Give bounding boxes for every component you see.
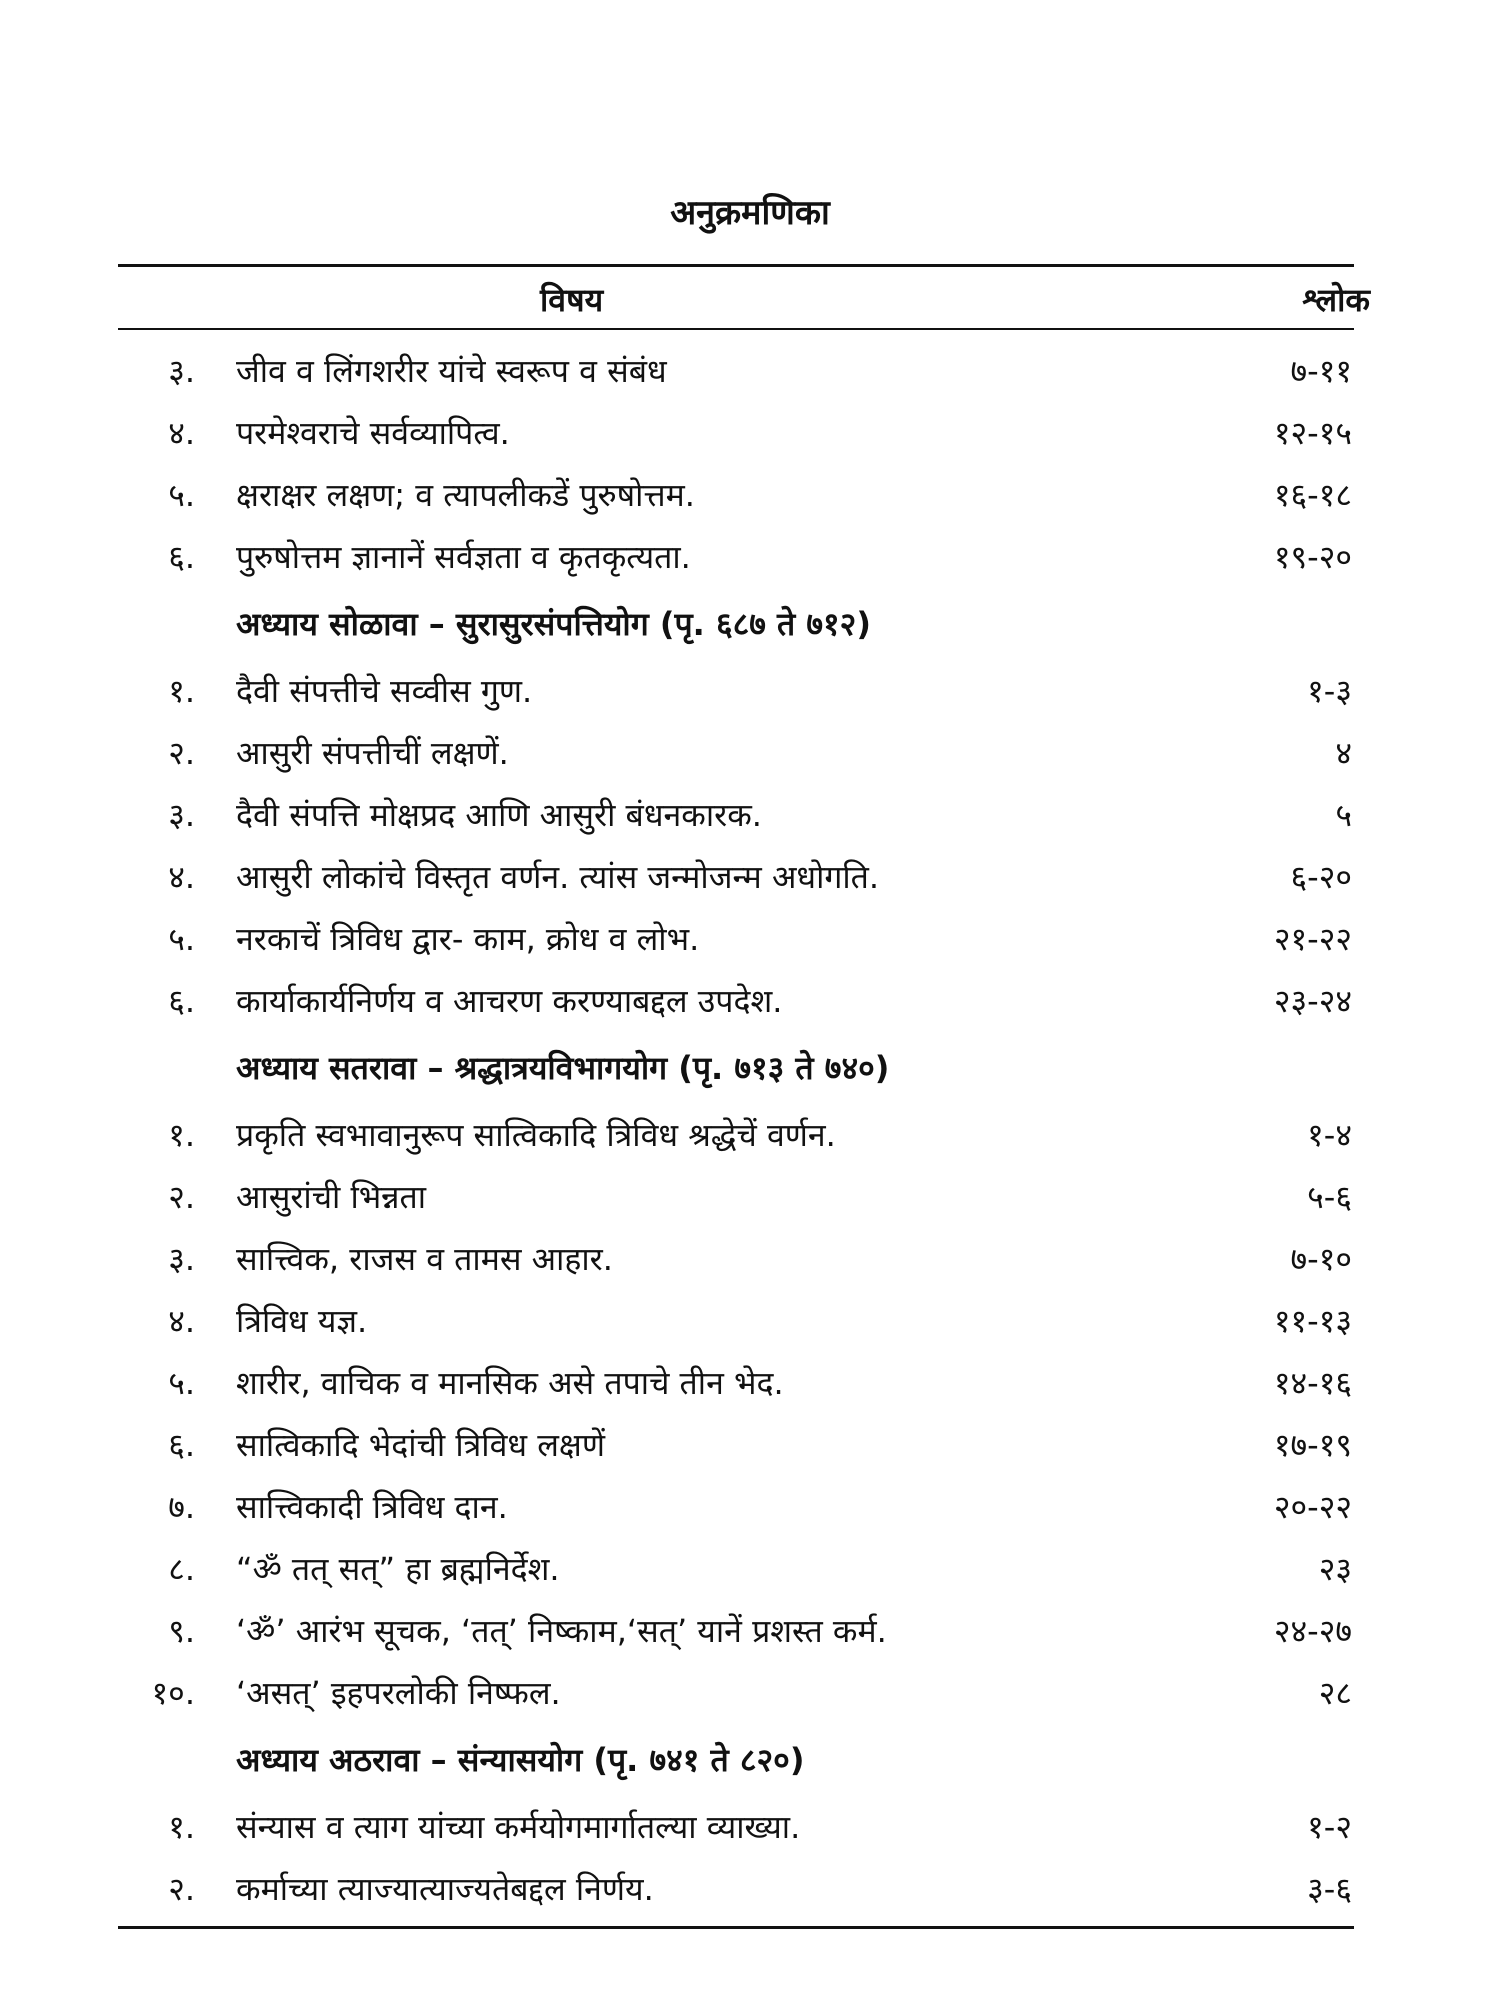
entry-shlok: ३-६: [1307, 1870, 1352, 1908]
entry-subject: ‘असत्’ इहपरलोकी निष्फल.: [236, 1674, 561, 1712]
entry-subject: प्रकृति स्वभावानुरूप सात्विकादि त्रिविध श्रद्धेचें वर्णन.: [236, 1116, 836, 1154]
entry-number: ८.: [168, 1550, 195, 1588]
entry-subject: सात्त्विक, राजस व तामस आहार.: [236, 1240, 613, 1278]
entry-shlok: २०-२२: [1273, 1488, 1352, 1526]
entry-subject: आसुरांची भिन्नता: [236, 1178, 427, 1216]
entry-number: ५.: [168, 476, 195, 514]
toc-row: [0, 1104, 1500, 1166]
entry-subject: दैवी संपत्तीचे सव्वीस गुण.: [236, 672, 533, 710]
toc-row: [0, 1662, 1500, 1724]
entry-number: २.: [168, 734, 195, 772]
toc-row: [0, 1290, 1500, 1352]
bottom-rule: [118, 1926, 1354, 1929]
header-rule: [118, 328, 1354, 330]
entry-shlok: ५: [1335, 796, 1352, 834]
entry-number: २.: [168, 1870, 195, 1908]
entry-shlok: १-२: [1307, 1808, 1352, 1846]
toc-row: [0, 1166, 1500, 1228]
toc-entries: [0, 340, 1500, 1920]
entry-shlok: ४: [1335, 734, 1352, 772]
column-header-shlok: श्लोक: [1302, 281, 1370, 319]
chapter-heading-18: [0, 1724, 1500, 1796]
toc-row: [0, 526, 1500, 588]
entry-number: ७.: [168, 1488, 195, 1526]
entry-subject: पुरुषोत्तम ज्ञानानें सर्वज्ञता व कृतकृत्यता.: [236, 538, 691, 576]
entry-shlok: १९-२०: [1273, 538, 1352, 576]
entry-number: १.: [168, 1116, 195, 1154]
entry-number: ४.: [168, 1302, 195, 1340]
entry-number: १.: [168, 1808, 195, 1846]
toc-row: [0, 970, 1500, 1032]
entry-subject: शारीर, वाचिक व मानसिक असे तपाचे तीन भेद.: [236, 1364, 784, 1402]
toc-row: [0, 1858, 1500, 1920]
entry-subject: कर्माच्या त्याज्यात्याज्यतेबद्दल निर्णय.: [236, 1870, 654, 1908]
entry-number: ४.: [168, 858, 195, 896]
toc-row: [0, 722, 1500, 784]
toc-row: [0, 846, 1500, 908]
entry-number: १.: [168, 672, 195, 710]
entry-shlok: ६-२०: [1290, 858, 1352, 896]
toc-row: [0, 402, 1500, 464]
entry-subject: सात्त्विकादी त्रिविध दान.: [236, 1488, 508, 1526]
entry-subject: जीव व लिंगशरीर यांचे स्वरूप व संबंध: [236, 352, 667, 390]
entry-shlok: १७-१९: [1273, 1426, 1352, 1464]
entry-shlok: २३: [1318, 1550, 1352, 1588]
toc-row: [0, 1352, 1500, 1414]
entry-shlok: १४-१६: [1273, 1364, 1352, 1402]
entry-number: ३.: [168, 796, 195, 834]
entry-shlok: १२-१५: [1273, 414, 1352, 452]
page-title: अनुक्रमणिका: [670, 193, 830, 233]
toc-row: [0, 660, 1500, 722]
toc-row: [0, 1600, 1500, 1662]
entry-subject: दैवी संपत्ति मोक्षप्रद आणि आसुरी बंधनकारक.: [236, 796, 762, 834]
entry-number: ९.: [168, 1612, 195, 1650]
entry-number: ५.: [168, 920, 195, 958]
entry-subject: कार्याकार्यनिर्णय व आचरण करण्याबद्दल उपदेश.: [236, 982, 783, 1020]
toc-row: [0, 784, 1500, 846]
entry-number: १०.: [151, 1674, 195, 1712]
entry-number: ६.: [168, 982, 195, 1020]
entry-subject: “ॐ तत् सत्” हा ब्रह्मनिर्देश.: [236, 1550, 560, 1588]
toc-row: [0, 1228, 1500, 1290]
entry-subject: क्षराक्षर लक्षण; व त्यापलीकडें पुरुषोत्तम.: [236, 476, 695, 514]
column-header-subject: विषय: [540, 281, 604, 319]
entry-shlok: ७-१०: [1290, 1240, 1352, 1278]
entry-subject: परमेश्वराचे सर्वव्यापित्व.: [236, 414, 510, 452]
entry-shlok: १-३: [1307, 672, 1352, 710]
entry-shlok: ७-११: [1290, 352, 1352, 390]
entry-number: २.: [168, 1178, 195, 1216]
entry-shlok: १६-१८: [1273, 476, 1352, 514]
chapter-heading-text: अध्याय सतरावा – श्रद्धात्रयविभागयोग (पृ. ७१३ ते ७४०): [236, 1049, 890, 1087]
toc-row: [0, 1476, 1500, 1538]
entry-number: ३.: [168, 1240, 195, 1278]
entry-subject: आसुरी लोकांचे विस्तृत वर्णन. त्यांस जन्मोजन्म अधोगति.: [236, 858, 880, 896]
toc-row: [0, 1796, 1500, 1858]
entry-shlok: ११-१३: [1273, 1302, 1352, 1340]
entry-number: ३.: [168, 352, 195, 390]
top-rule: [118, 264, 1354, 267]
entry-shlok: २१-२२: [1273, 920, 1352, 958]
chapter-heading-text: अध्याय सोळावा – सुरासुरसंपत्तियोग (पृ. ६८७ ते ७१२): [236, 605, 871, 643]
entry-shlok: २८: [1318, 1674, 1352, 1712]
entry-subject: त्रिविध यज्ञ.: [236, 1302, 368, 1340]
entry-subject: नरकाचें त्रिविध द्वार- काम, क्रोध व लोभ.: [236, 920, 700, 958]
entry-subject: आसुरी संपत्तीचीं लक्षणें.: [236, 734, 509, 772]
entry-number: ६.: [168, 538, 195, 576]
toc-row: [0, 908, 1500, 970]
toc-row: [0, 340, 1500, 402]
entry-number: ४.: [168, 414, 195, 452]
toc-row: [0, 1538, 1500, 1600]
toc-row: [0, 1414, 1500, 1476]
entry-subject: संन्यास व त्याग यांच्या कर्मयोगमार्गातल्या व्याख्या.: [236, 1808, 801, 1846]
chapter-heading-text: अध्याय अठरावा – संन्यासयोग (पृ. ७४१ ते ८२०): [236, 1741, 805, 1779]
entry-shlok: ५-६: [1307, 1178, 1352, 1216]
entry-subject: सात्विकादि भेदांची त्रिविध लक्षणें: [236, 1426, 606, 1464]
entry-number: ६.: [168, 1426, 195, 1464]
chapter-heading-16: [0, 588, 1500, 660]
entry-subject: ‘ॐ’ आरंभ सूचक, ‘तत्’ निष्काम,‘सत्’ यानें प्रशस्त कर्म.: [236, 1612, 887, 1650]
entry-shlok: २३-२४: [1273, 982, 1352, 1020]
toc-row: [0, 464, 1500, 526]
entry-shlok: १-४: [1307, 1116, 1352, 1154]
entry-shlok: २४-२७: [1273, 1612, 1352, 1650]
entry-number: ५.: [168, 1364, 195, 1402]
chapter-heading-17: [0, 1032, 1500, 1104]
